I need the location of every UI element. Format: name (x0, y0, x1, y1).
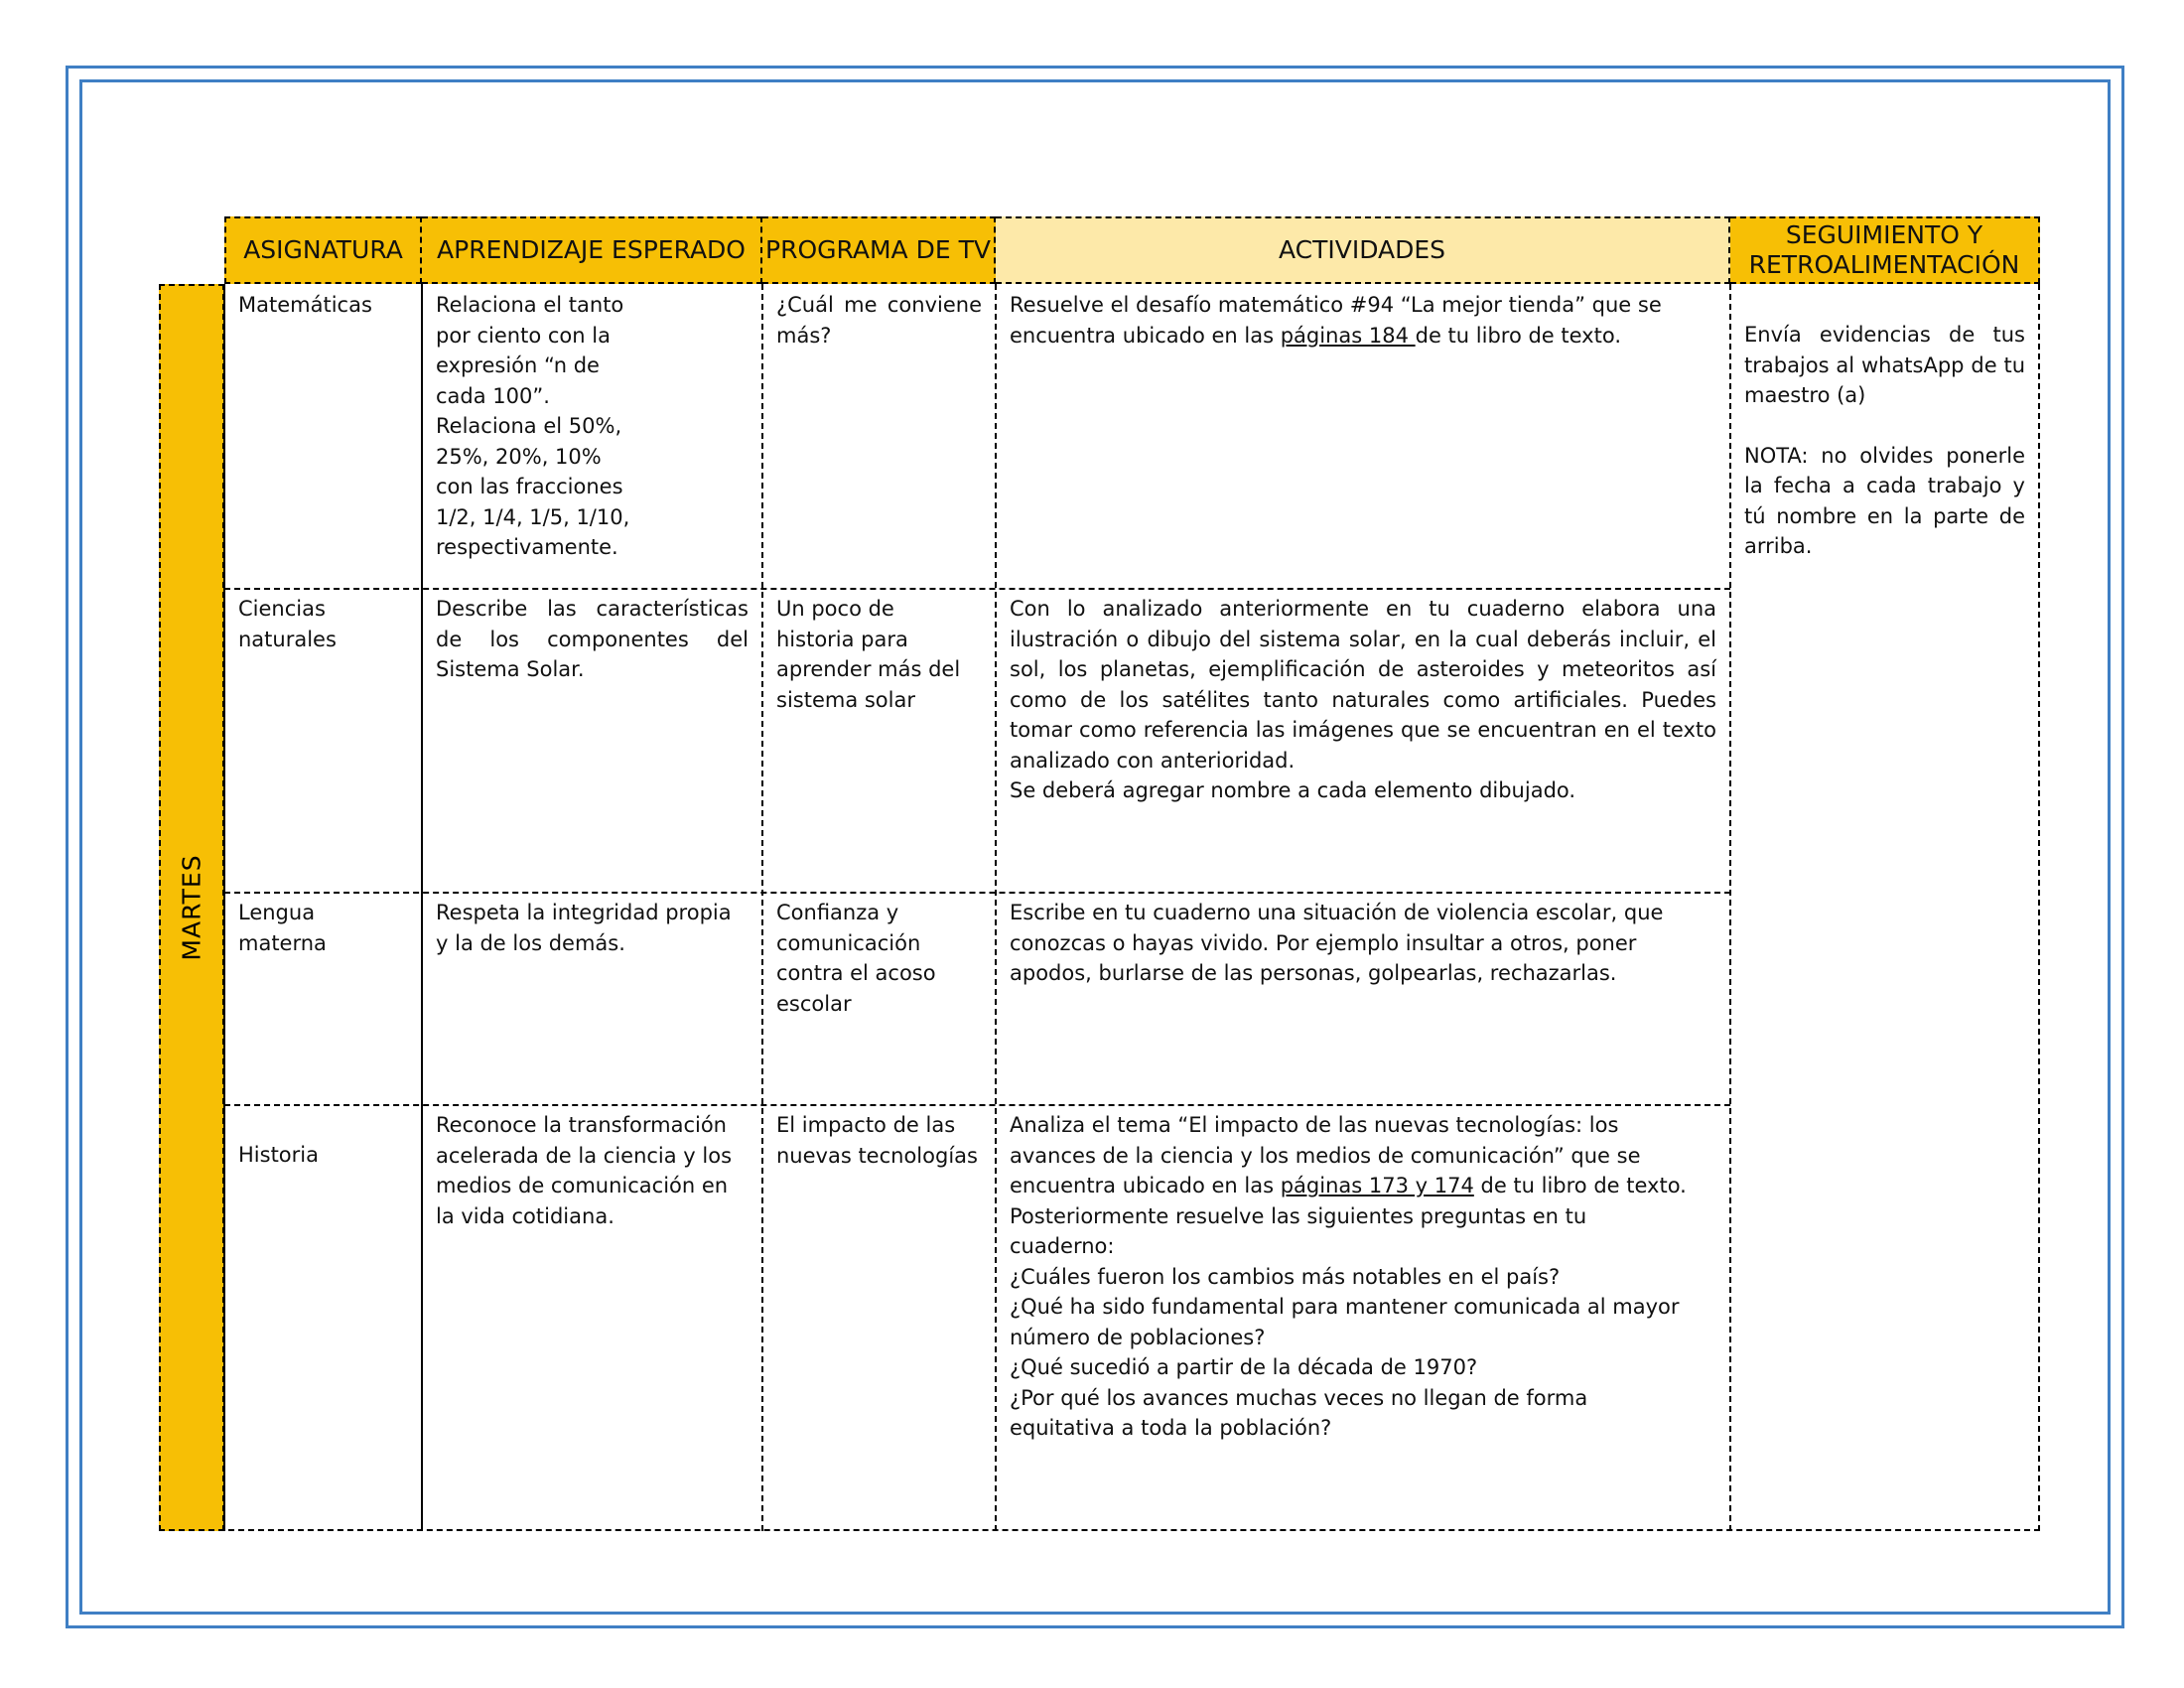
activities-text-end: de tu libro de texto. (1415, 323, 1621, 348)
header-subject: ASIGNATURA (224, 216, 422, 284)
activities-cell (996, 588, 1730, 892)
program-text: ¿Cuál me conviene más? (776, 293, 982, 348)
learning-cell (422, 284, 645, 588)
followup-cell (1730, 284, 2039, 1529)
day-label: MARTES (177, 854, 206, 961)
header-followup: SEGUIMIENTO Y RETROALIMENTACIÓN (1730, 216, 2040, 284)
activities-text-end: de tu libro de texto. Posteriormente resuelve las siguientes preguntas en tu cuaderno: (1010, 1174, 1687, 1258)
followup-evidence: Envía evidencias de tus trabajos al whatsApp de tu maestro (a) (1744, 323, 2025, 407)
learning-text: Reconoce la transformación acelerada de la ciencia y los medios de comunicación en la vida cotidiana. (436, 1113, 733, 1228)
activities-text: Escribe en tu cuaderno una situación de violencia escolar, que conozcas o hayas vivido. Por ejemplo insultar a otros, poner apodos, burlarse de las personas, golpearlas, rechazarlas. (1010, 901, 1664, 985)
question-item: ¿Qué ha sido fundamental para mantener comunicada al mayor número de poblaciones? (1010, 1295, 1680, 1349)
question-item: ¿Qué sucedió a partir de la década de 1970? (1010, 1355, 1478, 1379)
learning-cell (422, 588, 762, 892)
learning-cell (422, 1104, 762, 1529)
program-text: Un poco de historia para aprender más del sistema solar (776, 597, 961, 712)
subject-cell: Ciencias naturales (238, 597, 337, 651)
activities-text: Analiza el tema “El impacto de las nuevas tecnologías: los avances de la ciencia y los medios de comunicación” que se encuentra ubicado en las (1010, 1113, 1641, 1197)
activities-cell (996, 892, 1701, 1104)
program-text: Confianza y comunicación contra el acoso escolar (776, 901, 936, 1016)
table-row (224, 1104, 422, 1529)
activities-cell (996, 1104, 1701, 1529)
question-item: ¿Cuáles fueron los cambios más notables en el país? (1010, 1264, 1561, 1289)
pages-reference: páginas 173 y 174 (1280, 1174, 1474, 1197)
program-cell (762, 892, 971, 1104)
program-cell (762, 1104, 996, 1529)
learning-text: Relaciona el tanto por ciento con la expresión “n de cada 100”. Relaciona el 50%, 25%, 20%, 10% con las fracciones 1/2, 1/4, 1/5, 1/10, respectivamente. (436, 293, 630, 559)
learning-text: Describe las características de los componentes del Sistema Solar. (436, 597, 749, 681)
learning-cell (422, 892, 762, 1104)
subject-cell: Historia (238, 1143, 319, 1167)
program-text: El impacto de las nuevas tecnologías (776, 1113, 978, 1168)
activities-cell (996, 284, 1730, 588)
table-row (224, 284, 422, 588)
activities-text: Resuelve el desafío matemático #94 “La mejor tienda” que se encuentra ubicado en las (1010, 293, 1662, 348)
pages-reference: páginas 184 (1280, 323, 1416, 348)
question-item: ¿Por qué los avances muchas veces no llegan de forma equitativa a toda la población? (1010, 1385, 1588, 1440)
followup-note: NOTA: no olvides ponerle la fecha a cada trabajo y tú nombre en la parte de arriba. (1744, 443, 2025, 558)
day-bar (159, 284, 224, 1531)
program-cell (762, 588, 981, 892)
header-program: PROGRAMA DE TV (762, 216, 996, 284)
activities-text-2: Se deberá agregar nombre a cada elemento dibujado. (1010, 778, 1576, 802)
table-row (224, 588, 422, 892)
header-activities: ACTIVIDADES (996, 216, 1730, 284)
subject-cell: Matemáticas (238, 293, 372, 317)
header-learning: APRENDIZAJE ESPERADO (422, 216, 762, 284)
activities-text: Con lo analizado anteriormente en tu cuaderno elabora una ilustración o dibujo del sistema solar, en la cual deberás incluir, el sol, los planetas, ejemplificación de asteroides y meteoritos así como de los satélites tanto naturales como artificiales. Puedes tomar como referencia las imágenes que se encuentran en el texto analizado con anterioridad. (1010, 597, 1716, 773)
program-cell (762, 284, 996, 588)
subject-cell: Lengua materna (238, 901, 327, 955)
table-row (224, 892, 363, 1104)
learning-text: Respeta la integridad propia y la de los demás. (436, 901, 732, 955)
